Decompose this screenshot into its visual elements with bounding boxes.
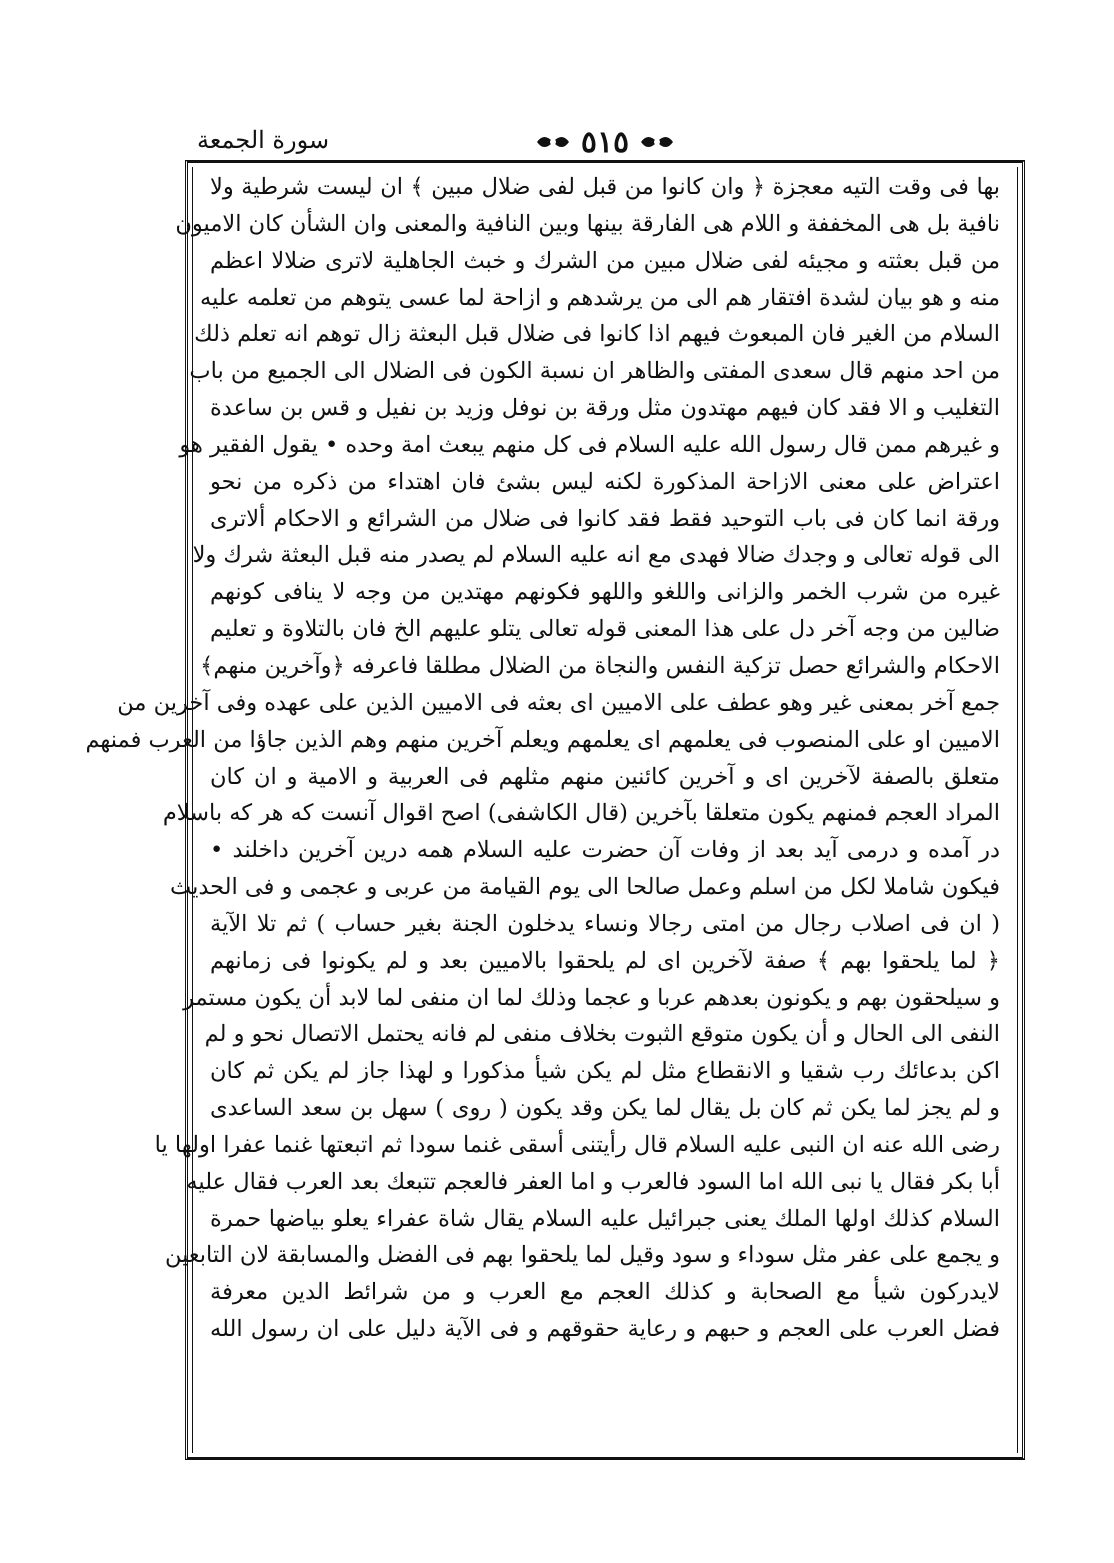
- text-line: فيكون شاملا لكل من اسلم وعمل صالحا الى يوم القيامة من عربى و عجمى و فى الحديث: [169, 874, 1000, 901]
- text-line: أبا بكر فقال يا نبى الله اما السود فالعرب و اما العفر فالعجم تتبعك بعد العرب فقال عليه: [186, 1168, 1000, 1195]
- text-line: الاحكام والشرائع حصل تزكية النفس والنجاة من الضلال مطلقا فاعرفه ﴿وآخرين منهم﴾: [200, 652, 1000, 679]
- left-ornament-icon: [535, 131, 571, 153]
- right-ornament-icon: [639, 131, 675, 153]
- text-line: ضالين من وجه آخر دل على هذا المعنى قوله تعالى يتلو عليهم الخ فان بالتلاوة و تعليم: [210, 616, 1000, 643]
- text-line: اعتراض على معنى الازاحة المذكورة لكنه ليس بشئ فان اهتداء من ذكره من نحو: [210, 468, 1000, 495]
- text-line: جمع آخر بمعنى غير وهو عطف على الاميين اى بعثه فى الاميين الذين على عهده وفى آخرين من: [117, 689, 1000, 716]
- text-line: التغليب و الا فقد كان فيهم مهتدون مثل ورقة بن نوفل وزيد بن نفيل و قس بن ساعدة: [210, 395, 1000, 422]
- text-line: الى قوله تعالى و وجدك ضالا فهدى مع انه عليه السلام لم يصدر منه قبل البعثة شرك ولا: [192, 542, 1000, 569]
- text-line: من احد منهم قال سعدى المفتى والظاهر ان نسبة الكون فى الضلال الى الجميع من باب: [189, 358, 1000, 385]
- text-frame: [85, 160, 1025, 1460]
- text-line: و يجمع على عفر مثل سوداء و سود وقيل لما يلحقوا بهم فى الفضل والمسابقة لان التابعين: [164, 1242, 1000, 1269]
- text-line: السلام من الغير فان المبعوث فيهم اذا كانوا فى ضلال قبل البعثة زال توهم انه تعلم ذلك: [194, 321, 1000, 348]
- text-line: الاميين او على المنصوب فى يعلمهم اى يعلمهم ويعلم آخرين منهم وهم الذين جاؤا من العرب فمنهم: [85, 726, 1000, 753]
- text-line: متعلق بالصفة لآخرين اى و آخرين كائنين منهم مثلهم فى العربية و الامية و ان كان: [210, 763, 1000, 790]
- page-number: ٥١٥: [580, 124, 630, 160]
- text-line: ﴿ لما يلحقوا بهم ﴾ صفة لآخرين اى لم يلحقوا بالاميين بعد و لم يكونوا فى زمانهم: [210, 947, 1000, 974]
- text-line: در آمده و درمى آيد بعد از وفات آن حضرت عليه السلام همه درين آخرين داخلند •: [210, 837, 1000, 864]
- page-number-group: [505, 120, 705, 164]
- page-header: [185, 118, 1025, 166]
- text-line: منه و هو بيان لشدة افتقار هم الى من يرشدهم و ازاحة لما عسى يتوهم من تعلمه عليه: [200, 284, 1000, 311]
- body-text: [85, 169, 1000, 1348]
- text-line: و سيلحقون بهم و يكونون بعدهم عربا و عجما وذلك لما ان منفى لما لابد أن يكون مستمر: [183, 984, 1000, 1011]
- text-line: من قبل بعثته و مجيئه لفى ضلال مبين من الشرك و خبث الجاهلية لاترى ضلالا اعظم: [210, 247, 1000, 274]
- text-line: السلام كذلك اولها الملك يعنى جبرائيل عليه السلام يقال شاة عفراء يعلو بياضها حمرة: [210, 1205, 1000, 1232]
- text-line: ورقة انما كان فى باب التوحيد فقط فقد كانوا فى ضلال من الشرائع و الاحكام ألاترى: [210, 505, 1000, 532]
- text-line: فضل العرب على العجم و حبهم و رعاية حقوقهم و فى الآية دليل على ان رسول الله: [210, 1316, 1000, 1343]
- text-line: رضى الله عنه ان النبى عليه السلام قال رأيتنى أسقى غنما سودا ثم اتبعتها غنما عفرا اولها يا: [154, 1131, 1000, 1158]
- text-line: المراد العجم فمنهم يكون متعلقا بآخرين (قال الكاشفى) اصح اقوال آنست كه هر كه باسلام: [162, 800, 1000, 827]
- text-line: النفى الى الحال و أن يكون متوقع الثبوت بخلاف منفى لم فانه يحتمل الاتصال نحو و لم: [204, 1021, 1000, 1048]
- text-line: اكن بدعائك رب شقيا و الانقطاع مثل لم يكن شيأ مذكورا و لهذا جاز لم يكن ثم كان: [210, 1058, 1000, 1085]
- text-line: و لم يجز لما يكن ثم كان بل يقال لما يكن وقد يكون ( روى ) سهل بن سعد الساعدى: [210, 1095, 1000, 1122]
- text-line: و غيرهم ممن قال رسول الله عليه السلام فى كل منهم يبعث امة وحده • يقول الفقير هو: [179, 431, 1000, 458]
- text-line: بها فى وقت التيه معجزة ﴿ وان كانوا من قبل لفى ضلال مبين ﴾ ان ليست شرطية ولا: [210, 174, 1000, 200]
- text-line: ( ان فى اصلاب رجال من امتى رجالا ونساء يدخلون الجنة بغير حساب ) ثم تلا الآية: [210, 910, 1000, 937]
- text-line: نافية بل هى المخففة و اللام هى الفارقة بينها وبين النافية والمعنى وان الشأن كان الاميون: [175, 210, 1000, 237]
- text-line: لايدركون شيأ مع الصحابة و كذلك العجم مع العرب و من شرائط الدين معرفة: [210, 1279, 1000, 1306]
- surah-title: سورة الجمعة: [197, 126, 330, 154]
- text-line: غيره من شرب الخمر والزانى واللغو واللهو فكونهم مهتدين من وجه لا ينافى كونهم: [210, 579, 1000, 606]
